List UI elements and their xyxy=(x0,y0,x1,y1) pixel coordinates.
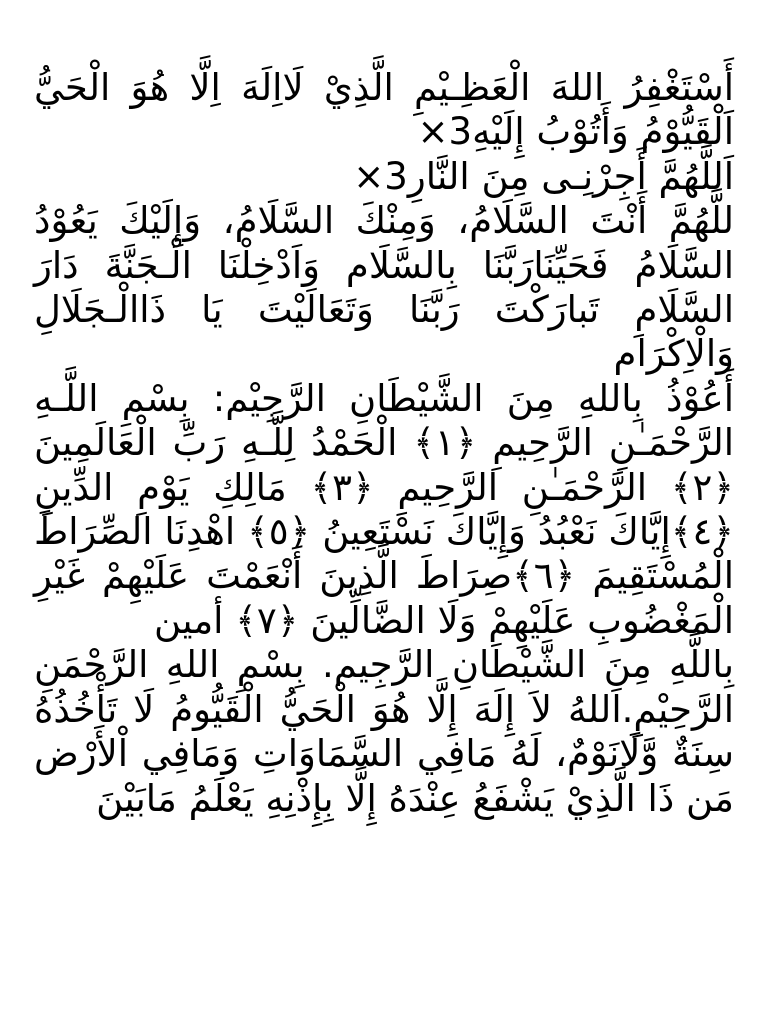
document-body xyxy=(34,66,734,821)
paragraph-ajirni: اَللَّهُمَّ أَجِرْنِـى مِنَ النَّارِ3× xyxy=(353,154,734,198)
paragraph-assalam: للَّهُمَّ أَنْتَ السَّلَامُ، وَمِنْكَ السَّلَامُ، وَإِلَيْكَ يَعُوْدُ السَّلَامُ فَحَيِّنَارَبَّنَا بِالسَّلَام وَاَدْخِلْنَا الْـجَنَّةَ دَارَ السَّلَامِ تَبارَكْتَ رَبَّنَا وَتَعَالَيْتَ يَا ذَاالْـجَلَالِ وَالْاِكْرَام xyxy=(34,199,734,376)
paragraph-ayat-kursi: بِاللَّهِ مِنَ الشَّيْطَانِ الرَّجِيم. بِسْمِ اللهِ الرَّحْمَنِ الرَّحِيْمِ.اَللهُ لاَ إِلَهَ إِلَّا هُوَ الْحَيُّ الْقَيُّومُ لَا تَأْخُذُهُ سِنَةٌ وَّلَانَوْمٌ، لَهُ مَافِي السَّمَاوَاتِ وَمَافِي اْلأَرْض مَن ذَا الَّذِيْ يَشْفَعُ عِنْدَهُ إِلَّا بِإِذْنِهِ يَعْلَمُ مَابَيْنَ xyxy=(34,643,734,820)
paragraph-istighfar: أَسْتَغْفِرُ اللهَ الْعَظِـيْمِ الَّذِيْ لَااِلَهَ اِلَّا هُوَ الْحَيُّ اَلْقَيُّوْمُ وَأَتُوْبُ إِلَيْهِ3× xyxy=(34,66,734,154)
paragraph-fatiha: أَعُوْذُ بِاللهِ مِنَ الشَّيْطَانِ الرَّجِيْم: بِسْمِ اللَّـهِ الرَّحْمَـٰنِ الرَّحِيمِ ﴿١﴾ الْحَمْدُ لِلَّـهِ رَبِّ الْعَالَمِينَ ﴿٢﴾ الرَّحْمَـٰنِ الرَّحِيمِ ﴿٣﴾ مَالِكِ يَوْمِ الدِّينِ ﴿٤﴾إِيَّاكَ نَعْبُدُ وَإِيَّاكَ نَسْتَعِينُ ﴿٥﴾ اهْدِنَا الصِّرَاطَ الْمُسْتَقِيمَ ﴿٦﴾صِرَاطَ الَّذِينَ أَنْعَمْتَ عَلَيْهِمْ غَيْرِ الْمَغْضُوبِ عَلَيْهِمْ وَلَا الضَّالِّينَ ﴿٧﴾ أمين xyxy=(34,376,735,642)
